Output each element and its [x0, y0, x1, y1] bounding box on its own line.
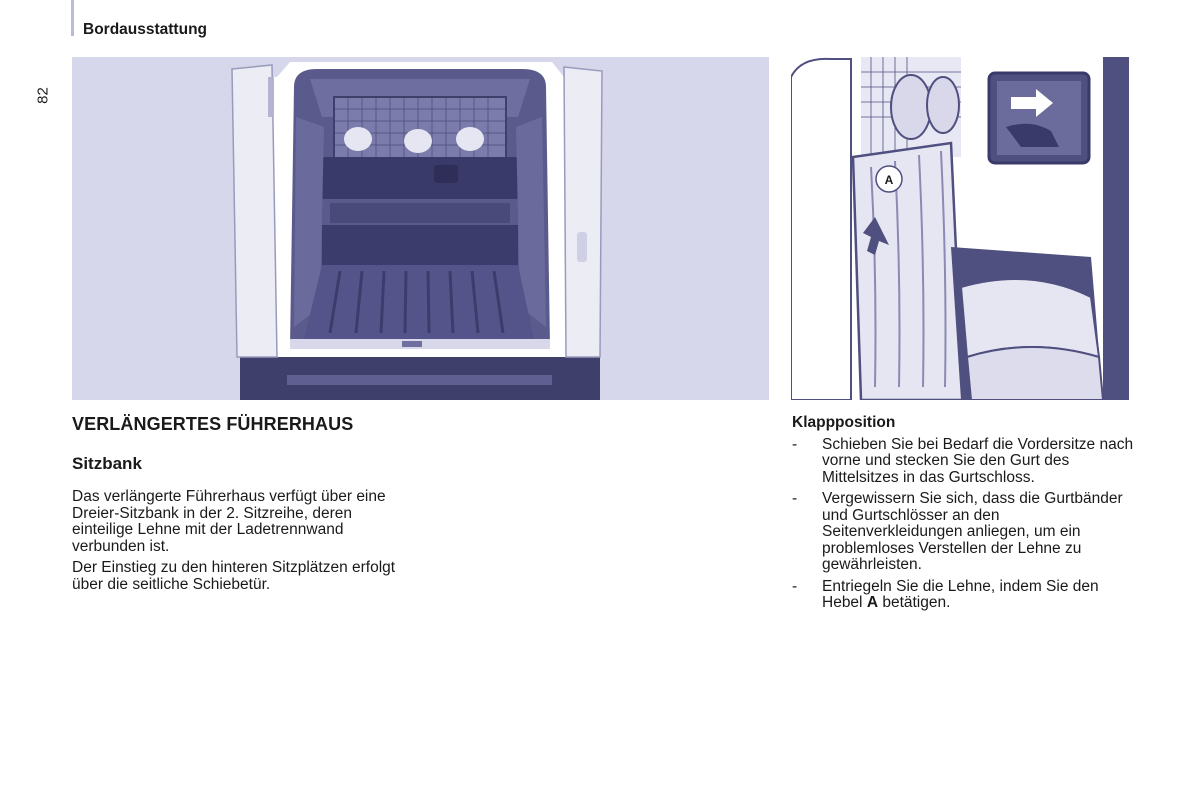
cargo-area-illustration	[72, 57, 769, 400]
page-number: 82	[34, 87, 52, 104]
list-item	[792, 437, 1137, 487]
subsection-title: Sitzbank	[72, 454, 142, 473]
intro-text	[72, 489, 417, 598]
header-accent-bar	[71, 0, 74, 36]
lever-reference: A	[866, 594, 879, 611]
bullet-dash: -	[792, 577, 798, 595]
paragraph: Das verlängerte Führerhaus verfügt über eine Dreier-Sitzbank in der 2. Sitzreihe, deren einteilige Lehne mit der Ladetrennwand verbunden ist.	[72, 488, 386, 555]
list-item	[792, 491, 1137, 574]
list-item-text-after: betätigen.	[878, 594, 951, 611]
lever-label: A	[884, 173, 894, 187]
bullet-dash: -	[792, 490, 798, 507]
folding-instructions	[792, 415, 1137, 617]
seat-lever-illustration	[791, 57, 1129, 400]
paragraph: Der Einstieg zu den hinteren Sitzplätzen erfolgt über die seitliche Schiebetür.	[72, 559, 396, 593]
list-item-text: Vergewissern Sie sich, dass die Gurtbänder und Gurtschlösser an den Seitenverkleidungen anliegen, um ein problemloses Verstellen der Lehne zu gewährleisten.	[822, 490, 1123, 573]
bullet-dash: -	[792, 435, 798, 453]
list-item-text: Schieben Sie bei Bedarf die Vordersitze nach vorne und stecken Sie den Gurt des Mittelsitzes in das Gurtschloss.	[822, 435, 1134, 486]
section-title: VERLÄNGERTES FÜHRERHAUS	[72, 414, 354, 434]
instructions-list	[792, 437, 1137, 612]
section-header: Bordausstattung	[83, 21, 207, 38]
list-item-text-before: Entriegeln Sie die Lehne, indem Sie den Hebel	[822, 577, 1099, 611]
instructions-title: Klappposition	[792, 414, 896, 431]
list-item	[792, 579, 1137, 612]
